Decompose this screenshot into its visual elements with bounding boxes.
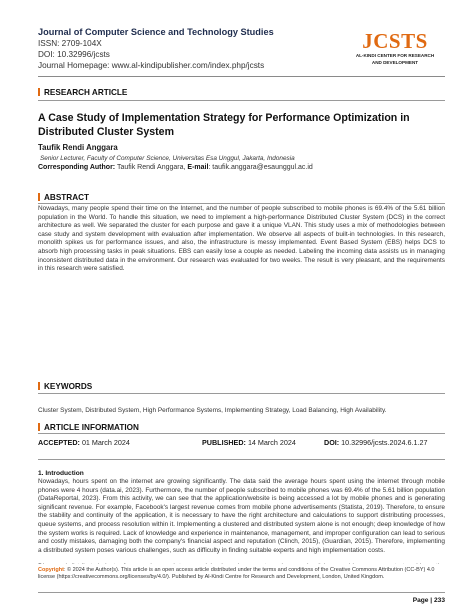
introduction-paragraph-1 xyxy=(38,478,445,564)
intro-paragraph-2-text xyxy=(38,563,445,564)
doi-value[interactable]: 10.32996/jcsts.2024.6.1.27 xyxy=(341,438,428,447)
author-email[interactable]: : taufik.anggara@esaunggul.ac.id xyxy=(208,164,313,171)
article-type-divider xyxy=(38,100,445,101)
logo-subtitle-2: AND DEVELOPMENT xyxy=(371,60,419,65)
published-value: 14 March 2024 xyxy=(247,438,296,447)
published-label: PUBLISHED: xyxy=(202,438,246,447)
article-info-divider xyxy=(38,433,445,434)
doi-label: DOI: xyxy=(324,438,340,447)
journal-header xyxy=(38,27,338,71)
footer-divider xyxy=(38,592,445,593)
article-info-heading xyxy=(38,423,139,432)
abstract-text: Nowadays, many people spend their time on the Internet, and the number of people subscribed to mobile phones is 69.4% of the 5.61 billion population in the World. To handle this situation, we need to implement a high-performance Distributed Cluster System (DCS) in the correct architecture as well. We separated the cluster for each purpose and gave it a unique VLAN. This study uses a mix of methodologies between case study and system development with evaluation after implementation. We observe all aspects of built-in technologies. In this research, monolith spikes us for performance issues, and also, the infrastructure is messy implemented. Event Based System (EBS) helps DCS to absorb high processing tasks in peak situations. EBS can easily lose a couple as needed. Labeling the incoming data assists us in managing inconsistent distributed data in the environment. Our research was evaluated for two weeks. The result is very pleasant, and the requirements in this research were satisfied. xyxy=(38,205,445,273)
logo-subtitle-1: AL-KINDI CENTER FOR RESEARCH xyxy=(355,53,435,58)
copyright-label: Copyright xyxy=(38,567,64,573)
accepted-date xyxy=(38,438,130,447)
author-name: Taufik Rendi Anggara xyxy=(38,143,118,152)
abstract-heading-label: ABSTRACT xyxy=(44,193,90,202)
article-type-label: RESEARCH ARTICLE xyxy=(44,88,128,97)
article-info-heading-label: ARTICLE INFORMATION xyxy=(44,423,139,432)
article-info-bottom-divider xyxy=(38,459,445,460)
keywords-heading-label: KEYWORDS xyxy=(44,382,93,391)
keywords-heading xyxy=(38,382,92,391)
abstract-divider xyxy=(38,203,445,204)
journal-homepage[interactable]: Journal Homepage: www.al-kindipublisher.com/index.php/jcsts xyxy=(38,61,265,70)
intro-paragraph-1-text: Nowadays, hours spent on the internet are growing significantly. The data said the average hours spent using the internet through mobile phones were 4 hours (data.ai, 2023). Furthermore, the number of people subscribed to mobile phones was 69.4% of the 5.61 billion population (DataReportal, 2023). From this activity, we can see that the application/website is being accessed a lot by mobile phones and is generating significant revenue. For example, Facebook's largest revenue comes from mobile phone advertisements (Statista, 2019). Therefore, to ensure the stability and continuity of the application, it is necessary to have the right architecture and calculations to support distributing processes, queue systems, and process resolution within it. Implementing a clustered and distributed system alone is not enough; deep knowledge of how the system works is required. Lack of knowledge and experience in maintenance, management, and improper configuration can lead to serious and costly mistakes, damaging both the company's financial aspect and reputation (Clinch, 2015), (Guardian, 2015). Therefore, implementing a distributed system poses various challenges, such as difficulty in finding suitable experts and high implementation costs. xyxy=(38,478,445,554)
page-number: Page | 233 xyxy=(412,597,445,604)
section-bar-icon xyxy=(38,88,40,96)
keywords-text: Cluster System, Distributed System, High Performance Systems, Implementing Strategy, Load Balancing, High Availability. xyxy=(38,407,387,414)
section-bar-icon xyxy=(38,193,40,201)
article-doi[interactable] xyxy=(324,438,428,447)
copyright-notice xyxy=(38,567,445,581)
corresponding-author xyxy=(38,164,313,171)
abstract-heading xyxy=(38,193,89,202)
journal-logo xyxy=(345,30,445,66)
email-label: E-mail xyxy=(187,164,209,171)
article-type-heading xyxy=(38,88,127,97)
section-bar-icon xyxy=(38,382,40,390)
author-affiliation: Senior Lecturer, Faculty of Computer Science, Universitas Esa Unggul, Jakarta, Indonesia xyxy=(40,155,295,162)
copyright-text: : © 2024 the Author(s). This article is an open access article distributed under the terms and conditions of the Creative Commons Attribution (CC-BY) 4.0 license (https://creativecommons.org/licenses/by/4.0/). Published by Al-Kindi Centre for Research and Development, London, United Kingdom. xyxy=(38,567,435,580)
journal-title: Journal of Computer Science and Technology Studies xyxy=(38,27,274,37)
published-date xyxy=(202,438,296,447)
accepted-label: ACCEPTED: xyxy=(38,438,80,447)
header-divider xyxy=(38,76,445,77)
accepted-value: 01 March 2024 xyxy=(81,438,130,447)
corresponding-name: Taufik Rendi Anggara, xyxy=(116,164,186,171)
journal-issn: ISSN: 2709-104X xyxy=(38,39,102,48)
logo-mark: JCSTS xyxy=(362,29,428,53)
keywords-divider xyxy=(38,393,445,394)
introduction-heading: 1. Introduction xyxy=(38,470,84,477)
section-bar-icon xyxy=(38,423,40,431)
paper-title: A Case Study of Implementation Strategy for Performance Optimization in Distributed Cluster System xyxy=(38,112,410,138)
corresponding-label: Corresponding Author: xyxy=(38,164,116,171)
journal-doi: DOI: 10.32996/jcsts xyxy=(38,50,110,59)
